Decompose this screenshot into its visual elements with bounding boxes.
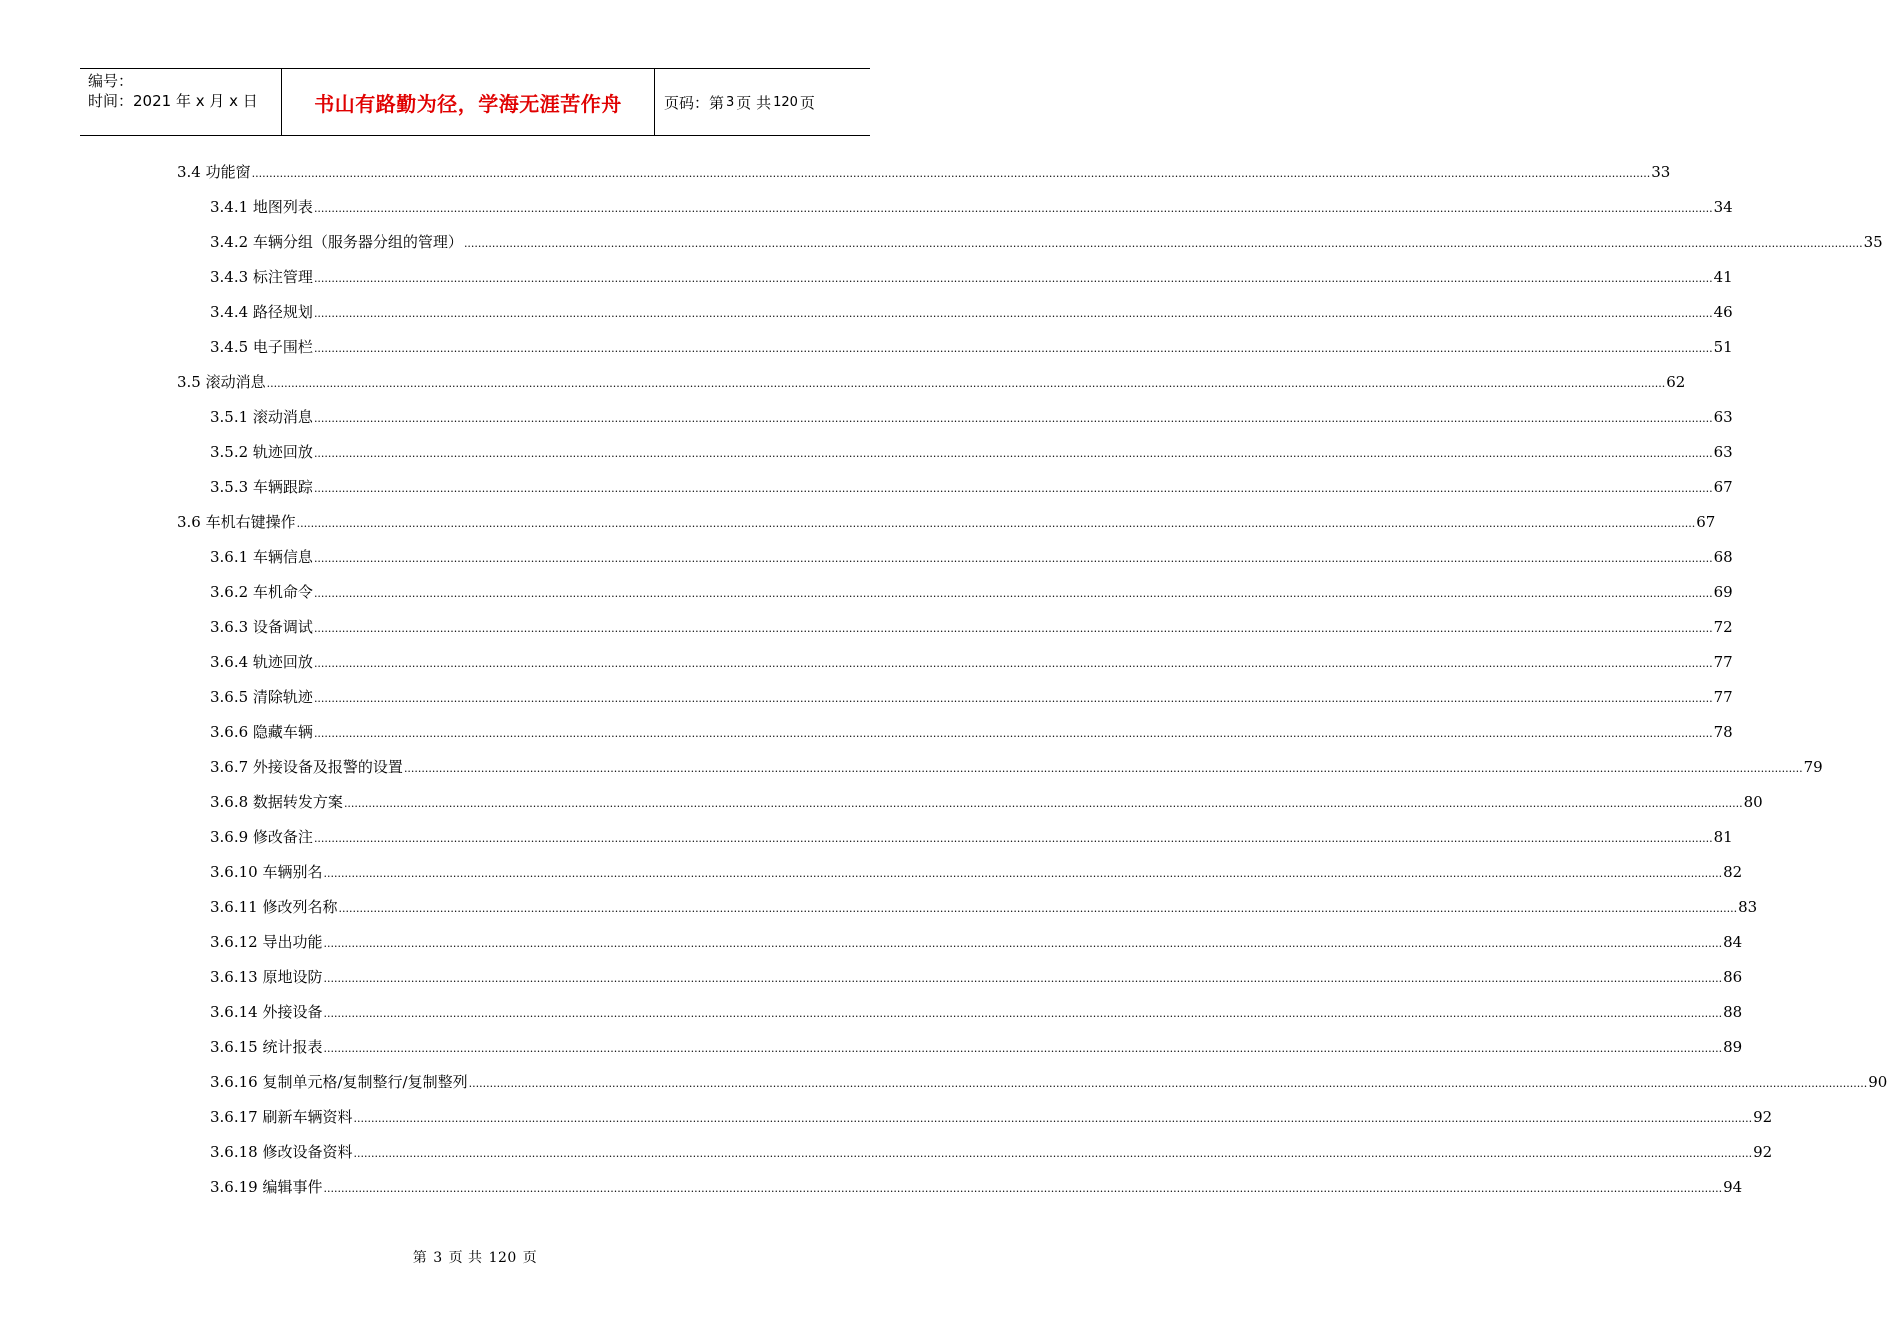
- toc-row[interactable]: [0, 154, 1671, 189]
- toc-leader-dots: ................................................................................................................................................................................................................................................................................................................................................................................................................: [313, 482, 1713, 495]
- toc-row[interactable]: [0, 574, 1733, 609]
- toc-leader-dots: ................................................................................................................................................................................................................................................................................................................................................................................................................: [323, 867, 1723, 880]
- toc-entry-page: 89: [1723, 1038, 1743, 1056]
- toc-leader-dots: ................................................................................................................................................................................................................................................................................................................................................................................................................: [313, 342, 1713, 355]
- toc-leader-dots: ................................................................................................................................................................................................................................................................................................................................................................................................................: [353, 1147, 1753, 1160]
- toc-entry[interactable]: [210, 232, 1883, 254]
- toc-leader-dots: ................................................................................................................................................................................................................................................................................................................................................................................................................: [323, 1007, 1723, 1020]
- footer-total: 120: [488, 1250, 517, 1266]
- toc-entry-page: 81: [1713, 828, 1733, 846]
- header-page-mid: 页 共: [736, 93, 772, 112]
- toc-entry-title: 3.6.16 复制单元格/复制整行/复制整列: [210, 1073, 468, 1091]
- toc-entry-title: 3.6.7 外接设备及报警的设置: [210, 758, 403, 776]
- toc-entry-page: 69: [1713, 583, 1733, 601]
- toc-entry-page: 51: [1713, 338, 1733, 356]
- toc-entry[interactable]: [177, 372, 1686, 394]
- toc-leader-dots: ................................................................................................................................................................................................................................................................................................................................................................................................................: [323, 937, 1723, 950]
- toc-entry-title: 3.6.2 车机命令: [210, 583, 313, 601]
- toc-entry[interactable]: [210, 337, 1733, 359]
- toc-entry-page: 63: [1713, 408, 1733, 426]
- toc-leader-dots: ................................................................................................................................................................................................................................................................................................................................................................................................................: [266, 377, 1666, 390]
- toc-entry-title: 3.6.12 导出功能: [210, 933, 323, 951]
- toc-leader-dots: ................................................................................................................................................................................................................................................................................................................................................................................................................: [403, 762, 1803, 775]
- toc-leader-dots: ................................................................................................................................................................................................................................................................................................................................................................................................................: [323, 1042, 1723, 1055]
- toc-entry-page: 90: [1868, 1073, 1887, 1091]
- toc-entry[interactable]: [210, 722, 1733, 744]
- toc-row[interactable]: [0, 1099, 1773, 1134]
- toc-row[interactable]: [0, 434, 1733, 469]
- toc-leader-dots: ................................................................................................................................................................................................................................................................................................................................................................................................................: [313, 622, 1713, 635]
- toc-leader-dots: ................................................................................................................................................................................................................................................................................................................................................................................................................: [313, 307, 1713, 320]
- toc-entry-page: 46: [1713, 303, 1733, 321]
- toc-row[interactable]: [0, 749, 1823, 784]
- toc-entry-title: 3.6.3 设备调试: [210, 618, 313, 636]
- toc-entry-page: 63: [1713, 443, 1733, 461]
- toc-leader-dots: ................................................................................................................................................................................................................................................................................................................................................................................................................: [343, 797, 1743, 810]
- document-number-label: 编号：: [88, 72, 134, 90]
- toc-row[interactable]: [0, 539, 1733, 574]
- toc-entry-title: 3.6.15 统计报表: [210, 1038, 323, 1056]
- toc-leader-dots: ................................................................................................................................................................................................................................................................................................................................................................................................................: [313, 657, 1713, 670]
- toc-leader-dots: ................................................................................................................................................................................................................................................................................................................................................................................................................: [468, 1077, 1868, 1090]
- toc-leader-dots: ................................................................................................................................................................................................................................................................................................................................................................................................................: [313, 727, 1713, 740]
- toc-row[interactable]: [0, 294, 1733, 329]
- toc-row[interactable]: [0, 399, 1733, 434]
- toc-row[interactable]: [0, 504, 1716, 539]
- footer-suffix: 页: [522, 1250, 538, 1266]
- toc-row[interactable]: [0, 1064, 1887, 1099]
- toc-entry-title: 3.6.11 修改列名称: [210, 898, 338, 916]
- toc-leader-dots: ................................................................................................................................................................................................................................................................................................................................................................................................................: [323, 972, 1723, 985]
- toc-entry-title: 3.5.3 车辆跟踪: [210, 478, 313, 496]
- toc-entry-page: 88: [1723, 1003, 1743, 1021]
- toc-entry-title: 3.4.5 电子围栏: [210, 338, 313, 356]
- toc-entry[interactable]: [210, 827, 1733, 849]
- toc-leader-dots: ................................................................................................................................................................................................................................................................................................................................................................................................................: [313, 587, 1713, 600]
- toc-entry-title: 3.6.18 修改设备资料: [210, 1143, 353, 1161]
- toc-entry-page: 77: [1713, 688, 1733, 706]
- toc-entry-page: 83: [1738, 898, 1758, 916]
- toc-row[interactable]: [0, 1029, 1743, 1064]
- toc-leader-dots: ................................................................................................................................................................................................................................................................................................................................................................................................................: [251, 167, 1651, 180]
- toc-row[interactable]: [0, 1169, 1743, 1204]
- toc-entry[interactable]: [210, 687, 1733, 709]
- toc-entry[interactable]: [210, 197, 1733, 219]
- toc-entry[interactable]: [210, 897, 1758, 919]
- header-page-current: 3: [726, 94, 735, 110]
- toc-entry[interactable]: [210, 862, 1743, 884]
- toc-entry[interactable]: [210, 1177, 1743, 1199]
- toc-entry-page: 82: [1723, 863, 1743, 881]
- toc-entry-title: 3.6.5 清除轨迹: [210, 688, 313, 706]
- toc-entry[interactable]: [210, 1072, 1887, 1094]
- toc-entry[interactable]: [177, 162, 1671, 184]
- toc-row[interactable]: [0, 959, 1743, 994]
- toc-entry-page: 84: [1723, 933, 1743, 951]
- toc-row[interactable]: [0, 994, 1743, 1029]
- toc-row[interactable]: [0, 469, 1733, 504]
- header-motto-cell: [282, 69, 655, 135]
- toc-entry-page: 67: [1696, 513, 1716, 531]
- toc-entry-title: 3.5.2 轨迹回放: [210, 443, 313, 461]
- toc-row[interactable]: [0, 644, 1733, 679]
- toc-row[interactable]: [0, 259, 1733, 294]
- header-motto: 书山有路勤为径，学海无涯苦作舟: [314, 91, 622, 116]
- toc-entry[interactable]: [210, 1002, 1743, 1024]
- toc-entry-title: 3.4 功能窗: [177, 163, 251, 181]
- page-header: [80, 68, 870, 136]
- toc-entry-page: 34: [1713, 198, 1733, 216]
- toc-row[interactable]: [0, 679, 1733, 714]
- toc-entry-page: 33: [1651, 163, 1671, 181]
- toc-row[interactable]: [0, 329, 1733, 364]
- footer-current: 3: [433, 1250, 443, 1266]
- page-footer: [0, 1247, 950, 1267]
- toc-entry[interactable]: [210, 1107, 1773, 1129]
- toc-leader-dots: ................................................................................................................................................................................................................................................................................................................................................................................................................: [313, 412, 1713, 425]
- toc-row[interactable]: [0, 784, 1763, 819]
- toc-entry-page: 92: [1753, 1108, 1773, 1126]
- toc-row[interactable]: [0, 924, 1743, 959]
- toc-leader-dots: ................................................................................................................................................................................................................................................................................................................................................................................................................: [313, 272, 1713, 285]
- toc-leader-dots: ................................................................................................................................................................................................................................................................................................................................................................................................................: [338, 902, 1738, 915]
- toc-row[interactable]: [0, 189, 1733, 224]
- toc-entry-title: 3.4.3 标注管理: [210, 268, 313, 286]
- toc-entry-page: 72: [1713, 618, 1733, 636]
- toc-row[interactable]: [0, 854, 1743, 889]
- toc-row[interactable]: [0, 1134, 1773, 1169]
- toc-entry[interactable]: [210, 967, 1743, 989]
- toc-entry[interactable]: [210, 582, 1733, 604]
- toc-entry-page: 67: [1713, 478, 1733, 496]
- document-time-label: 时间：2021 年 x 月 x 日: [88, 92, 258, 110]
- toc-row[interactable]: [0, 609, 1733, 644]
- toc-entry[interactable]: [210, 652, 1733, 674]
- toc-leader-dots: ................................................................................................................................................................................................................................................................................................................................................................................................................: [296, 517, 1696, 530]
- toc-entry-page: 94: [1723, 1178, 1743, 1196]
- toc-entry-title: 3.6.8 数据转发方案: [210, 793, 343, 811]
- toc-entry[interactable]: [210, 757, 1823, 779]
- header-page-suffix: 页: [799, 93, 815, 112]
- toc-leader-dots: ................................................................................................................................................................................................................................................................................................................................................................................................................: [463, 237, 1863, 250]
- toc-leader-dots: ................................................................................................................................................................................................................................................................................................................................................................................................................: [313, 692, 1713, 705]
- toc-entry-title: 3.6.6 隐藏车辆: [210, 723, 313, 741]
- toc-entry[interactable]: [210, 547, 1733, 569]
- footer-mid: 页 共: [448, 1250, 483, 1266]
- toc-row[interactable]: [0, 364, 1686, 399]
- toc-entry-page: 78: [1713, 723, 1733, 741]
- toc-entry-title: 3.6.14 外接设备: [210, 1003, 323, 1021]
- toc-entry[interactable]: [210, 1037, 1743, 1059]
- toc-entry-title: 3.4.4 路径规划: [210, 303, 313, 321]
- toc-row[interactable]: [0, 819, 1733, 854]
- toc-entry[interactable]: [210, 932, 1743, 954]
- toc-entry-title: 3.6.10 车辆别名: [210, 863, 323, 881]
- toc-entry-title: 3.6.4 轨迹回放: [210, 653, 313, 671]
- toc-entry-page: 79: [1803, 758, 1823, 776]
- toc-entry-page: 86: [1723, 968, 1743, 986]
- toc-leader-dots: ................................................................................................................................................................................................................................................................................................................................................................................................................: [313, 832, 1713, 845]
- toc-entry[interactable]: [210, 267, 1733, 289]
- toc-entry-page: 35: [1863, 233, 1883, 251]
- toc-leader-dots: ................................................................................................................................................................................................................................................................................................................................................................................................................: [313, 202, 1713, 215]
- toc-entry[interactable]: [210, 617, 1733, 639]
- header-page-prefix: 页码：第: [664, 93, 725, 112]
- toc-entry[interactable]: [210, 442, 1733, 464]
- toc-entry-title: 3.5.1 滚动消息: [210, 408, 313, 426]
- toc-entry-title: 3.6 车机右键操作: [177, 513, 296, 531]
- toc-leader-dots: ................................................................................................................................................................................................................................................................................................................................................................................................................: [313, 447, 1713, 460]
- footer-prefix: 第: [412, 1250, 428, 1266]
- toc-entry-title: 3.6.19 编辑事件: [210, 1178, 323, 1196]
- toc-entry[interactable]: [210, 302, 1733, 324]
- toc-entry-title: 3.6.17 刷新车辆资料: [210, 1108, 353, 1126]
- toc-entry-page: 68: [1713, 548, 1733, 566]
- toc-entry[interactable]: [210, 1142, 1773, 1164]
- toc-row[interactable]: [0, 714, 1733, 749]
- toc-entry-page: 41: [1713, 268, 1733, 286]
- header-meta-cell: [80, 69, 282, 135]
- toc-entry-title: 3.4.2 车辆分组（服务器分组的管理）: [210, 233, 463, 251]
- toc-entry-title: 3.6.9 修改备注: [210, 828, 313, 846]
- toc-entry[interactable]: [210, 792, 1763, 814]
- toc-entry-title: 3.6.1 车辆信息: [210, 548, 313, 566]
- toc-entry-title: 3.5 滚动消息: [177, 373, 266, 391]
- toc-leader-dots: ................................................................................................................................................................................................................................................................................................................................................................................................................: [313, 552, 1713, 565]
- header-page-cell: [655, 69, 870, 135]
- toc-entry-title: 3.4.1 地图列表: [210, 198, 313, 216]
- toc-row[interactable]: [0, 224, 1883, 259]
- toc-entry-title: 3.6.13 原地设防: [210, 968, 323, 986]
- toc-entry[interactable]: [177, 512, 1716, 534]
- toc-leader-dots: ................................................................................................................................................................................................................................................................................................................................................................................................................: [323, 1182, 1723, 1195]
- toc-entry[interactable]: [210, 407, 1733, 429]
- toc-entry-page: 62: [1666, 373, 1686, 391]
- toc-entry-page: 77: [1713, 653, 1733, 671]
- toc-entry-page: 80: [1743, 793, 1763, 811]
- toc-row[interactable]: [0, 889, 1758, 924]
- header-page-total: 120: [773, 94, 798, 110]
- toc-leader-dots: ................................................................................................................................................................................................................................................................................................................................................................................................................: [353, 1112, 1753, 1125]
- toc-entry[interactable]: [210, 477, 1733, 499]
- toc-entry-page: 92: [1753, 1143, 1773, 1161]
